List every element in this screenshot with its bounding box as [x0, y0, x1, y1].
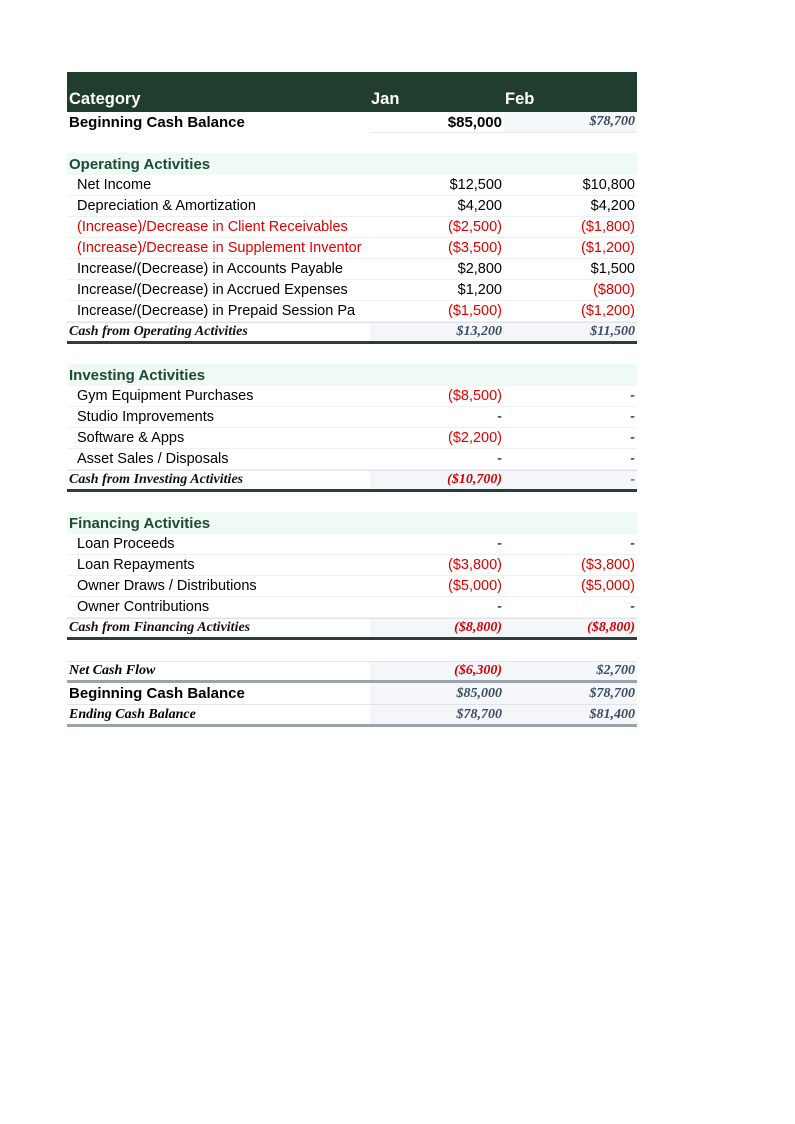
net-cash-flow-jan: ($6,300): [370, 662, 504, 680]
line-item-feb: $1,500: [590, 261, 635, 277]
line-item-label: Gym Equipment Purchases: [77, 388, 254, 404]
line-item-label: (Increase)/Decrease in Client Receivables: [77, 219, 348, 235]
line-item-label: Owner Contributions: [77, 599, 210, 615]
total-label: Cash from Financing Activities: [69, 620, 251, 635]
header-row: [67, 72, 637, 112]
line-item-feb: -: [630, 599, 635, 615]
line-item-jan: $2,800: [457, 261, 502, 277]
summary-beginning-label: Beginning Cash Balance: [69, 685, 245, 702]
line-item-row: [67, 238, 637, 259]
total-jan: ($8,800): [370, 619, 504, 637]
line-item-jan: ($2,200): [447, 430, 502, 446]
ending-balance-label: Ending Cash Balance: [69, 706, 196, 722]
total-operating-row: [67, 322, 637, 344]
ending-balance-jan: $78,700: [370, 705, 504, 724]
line-item-row: [67, 407, 637, 428]
line-item-jan: $12,500: [449, 177, 502, 193]
spacer: [67, 492, 637, 512]
total-label: Cash from Operating Activities: [69, 324, 248, 339]
section-title: Operating Activities: [69, 155, 211, 173]
line-item-feb: ($1,200): [580, 303, 635, 319]
section-investing: [67, 364, 637, 386]
net-cash-flow-row: [67, 661, 637, 683]
line-item-jan: ($5,000): [447, 578, 502, 594]
summary-beginning-feb: $78,700: [504, 683, 637, 704]
line-item-row: [67, 301, 637, 322]
summary-beginning-jan: $85,000: [370, 683, 504, 704]
line-item-row: [67, 597, 637, 618]
line-item-jan: -: [497, 451, 502, 467]
line-item-row: [67, 555, 637, 576]
line-item-row: [67, 280, 637, 301]
line-item-feb: ($800): [593, 282, 635, 298]
line-item-label: Loan Repayments: [77, 557, 195, 573]
line-item-row: [67, 386, 637, 407]
line-item-jan: ($1,500): [447, 303, 502, 319]
total-financing-row: [67, 618, 637, 640]
line-item-row: [67, 449, 637, 470]
line-item-feb: -: [630, 430, 635, 446]
line-item-jan: -: [497, 409, 502, 425]
line-item-jan: $4,200: [457, 198, 502, 214]
line-item-jan: -: [497, 536, 502, 552]
beginning-balance-label: Beginning Cash Balance: [67, 112, 370, 133]
cash-flow-statement: [67, 72, 637, 727]
line-item-jan: ($3,800): [447, 557, 502, 573]
beginning-balance-row: [67, 112, 637, 133]
header-category: Category: [69, 90, 141, 108]
section-operating: [67, 153, 637, 175]
line-item-row: [67, 576, 637, 597]
line-item-feb: ($1,800): [580, 219, 635, 235]
line-item-jan: -: [497, 599, 502, 615]
line-item-feb: -: [630, 451, 635, 467]
spacer: [67, 133, 637, 153]
spacer: [67, 640, 637, 661]
total-label: Cash from Investing Activities: [69, 472, 244, 487]
line-item-label: Asset Sales / Disposals: [77, 451, 229, 467]
total-jan: ($10,700): [370, 471, 504, 489]
line-item-label: Increase/(Decrease) in Accrued Expenses: [77, 282, 348, 298]
line-item-row: [67, 175, 637, 196]
line-item-label: Increase/(Decrease) in Accounts Payable: [77, 261, 343, 277]
operating-items: [67, 175, 637, 322]
ending-balance-row: [67, 705, 637, 727]
beginning-balance-feb: $78,700: [504, 112, 637, 133]
line-item-row: [67, 534, 637, 555]
beginning-balance-jan: $85,000: [370, 112, 504, 133]
section-title: Investing Activities: [69, 366, 206, 384]
line-item-jan: $1,200: [457, 282, 502, 298]
section-title: Financing Activities: [69, 514, 211, 532]
investing-items: [67, 386, 637, 470]
total-feb: ($8,800): [504, 619, 637, 637]
line-item-feb: ($3,800): [580, 557, 635, 573]
line-item-feb: -: [630, 388, 635, 404]
section-financing: [67, 512, 637, 534]
line-item-feb: ($1,200): [580, 240, 635, 256]
total-investing-row: [67, 470, 637, 492]
line-item-jan: ($8,500): [447, 388, 502, 404]
total-feb: -: [504, 471, 637, 489]
line-item-label: Increase/(Decrease) in Prepaid Session Pa: [77, 303, 356, 319]
line-item-feb: ($5,000): [580, 578, 635, 594]
header-feb: Feb: [505, 90, 535, 108]
net-cash-flow-label: Net Cash Flow: [69, 663, 156, 678]
line-item-label: Software & Apps: [77, 430, 185, 446]
line-item-feb: $4,200: [590, 198, 635, 214]
line-item-label: Net Income: [77, 177, 152, 193]
line-item-feb: $10,800: [582, 177, 635, 193]
line-item-label: Owner Draws / Distributions: [77, 578, 257, 594]
line-item-jan: ($3,500): [447, 240, 502, 256]
line-item-row: [67, 196, 637, 217]
line-item-label: Studio Improvements: [77, 409, 215, 425]
line-item-feb: -: [630, 409, 635, 425]
summary-beginning-row: [67, 683, 637, 705]
line-item-label: Depreciation & Amortization: [77, 198, 256, 214]
line-item-row: [67, 428, 637, 449]
line-item-jan: ($2,500): [447, 219, 502, 235]
total-jan: $13,200: [370, 323, 504, 341]
line-item-label: (Increase)/Decrease in Supplement Inventor: [77, 240, 362, 256]
line-item-row: [67, 217, 637, 238]
header-jan: Jan: [371, 90, 400, 108]
line-item-label: Loan Proceeds: [77, 536, 175, 552]
financing-items: [67, 534, 637, 618]
ending-balance-feb: $81,400: [504, 705, 637, 724]
line-item-row: [67, 259, 637, 280]
total-feb: $11,500: [504, 323, 637, 341]
line-item-feb: -: [630, 536, 635, 552]
net-cash-flow-feb: $2,700: [504, 662, 637, 680]
spacer: [67, 344, 637, 364]
